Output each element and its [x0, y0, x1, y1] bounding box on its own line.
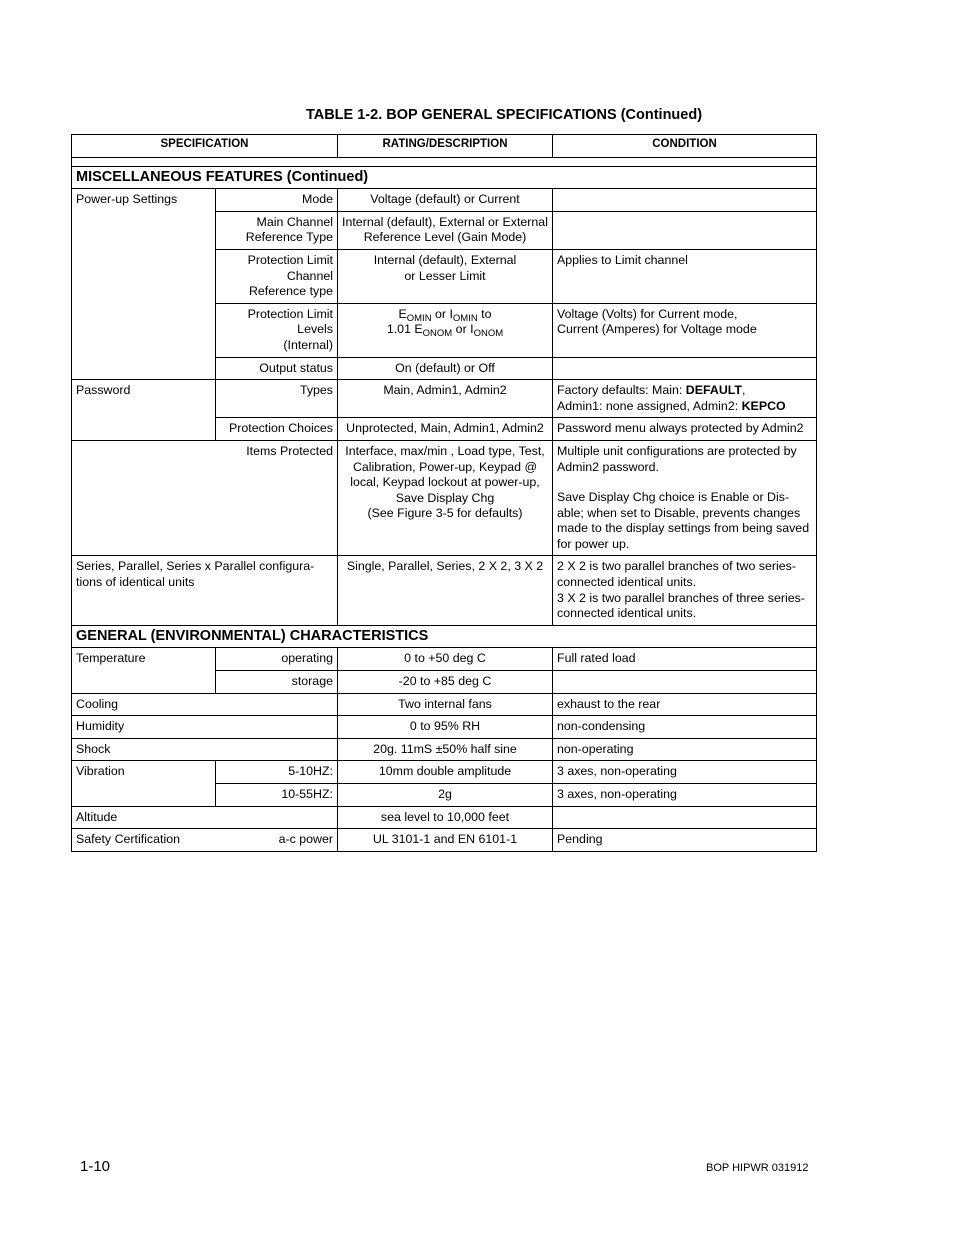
table-row [72, 761, 817, 784]
table-row [72, 380, 817, 418]
condition-operating: Full rated load [553, 648, 817, 671]
rating-altitude: sea level to 10,000 feet [338, 806, 553, 829]
condition-humidity: non-condensing [553, 716, 817, 739]
spacer-row [72, 157, 817, 166]
header-condition: CONDITION [553, 135, 817, 158]
table-row [72, 738, 817, 761]
table-row [72, 716, 817, 739]
spec-label-series: Series, Parallel, Series x Parallel configura- tions of identical units [72, 556, 338, 625]
table-row [72, 556, 817, 625]
condition-series: 2 X 2 is two parallel branches of two series- connected identical units. 3 X 2 is two parallel branches of three series- connected identical units. [553, 556, 817, 625]
spec-label-humidity: Humidity [72, 716, 338, 739]
condition-altitude [553, 806, 817, 829]
condition-prot-ref: Applies to Limit channel [553, 249, 817, 303]
param-vibration-high: 10-55HZ: [216, 784, 338, 807]
page-number: 1-10 [80, 1158, 111, 1175]
rating-shock: 20g. 11mS ±50% half sine [338, 738, 553, 761]
spec-label-cooling: Cooling [72, 693, 338, 716]
condition-safety: Pending [553, 829, 817, 852]
param-types: Types [216, 380, 338, 418]
rating-vibration-high: 2g [338, 784, 553, 807]
section-env-heading: GENERAL (ENVIRONMENTAL) CHARACTERISTICS [72, 625, 817, 648]
param-mode: Mode [216, 189, 338, 212]
rating-humidity: 0 to 95% RH [338, 716, 553, 739]
table-row [72, 829, 817, 852]
rating-output-status: On (default) or Off [338, 357, 553, 380]
spec-label-powerup: Power-up Settings [72, 189, 216, 380]
spec-label-vibration: Vibration [72, 761, 216, 806]
table-row [72, 440, 817, 556]
rating-vibration-low: 10mm double amplitude [338, 761, 553, 784]
table-row [72, 806, 817, 829]
spec-label-password: Password [72, 380, 216, 441]
spec-label-altitude: Altitude [72, 806, 338, 829]
table-row [72, 693, 817, 716]
rating-prot-levels: $E_{OMIN}$ or $I_{OMIN}$ to 1.01 $E_{ONOM}$ or $I_{ONOM}$ [338, 303, 553, 357]
param-prot-levels: Protection Limit Levels (Internal) [216, 303, 338, 357]
param-safety: a-c power [216, 829, 338, 852]
rating-series: Single, Parallel, Series, 2 X 2, 3 X 2 [338, 556, 553, 625]
condition-types: Factory defaults: Main: DEFAULT, Admin1: none assigned, Admin2: KEPCO [553, 380, 817, 418]
param-vibration-low: 5-10HZ: [216, 761, 338, 784]
condition-output-status [553, 357, 817, 380]
section-misc-heading: MISCELLANEOUS FEATURES (Continued) [72, 166, 817, 189]
param-operating: operating [216, 648, 338, 671]
condition-shock: non-operating [553, 738, 817, 761]
header-row [72, 135, 817, 158]
rating-types: Main, Admin1, Admin2 [338, 380, 553, 418]
param-main-ref: Main Channel Reference Type [216, 211, 338, 249]
spec-label-temperature: Temperature [72, 648, 216, 693]
param-storage: storage [216, 671, 338, 694]
condition-storage [553, 671, 817, 694]
condition-vibration-high: 3 axes, non-operating [553, 784, 817, 807]
rating-mode: Voltage (default) or Current [338, 189, 553, 212]
condition-prot-levels: Voltage (Volts) for Current mode, Current (Amperes) for Voltage mode [553, 303, 817, 357]
spec-label-shock: Shock [72, 738, 338, 761]
rating-operating: 0 to +50 deg C [338, 648, 553, 671]
spec-label-safety: Safety Certification [72, 829, 216, 852]
param-protection-choices: Protection Choices [216, 418, 338, 441]
param-prot-ref: Protection Limit Channel Reference type [216, 249, 338, 303]
rating-prot-ref: Internal (default), External or Lesser Limit [338, 249, 553, 303]
rating-protection-choices: Unprotected, Main, Admin1, Admin2 [338, 418, 553, 441]
param-items-protected: Items Protected [216, 440, 338, 556]
condition-vibration-low: 3 axes, non-operating [553, 761, 817, 784]
rating-cooling: Two internal fans [338, 693, 553, 716]
param-output-status: Output status [216, 357, 338, 380]
condition-protection-choices: Password menu always protected by Admin2 [553, 418, 817, 441]
rating-storage: -20 to +85 deg C [338, 671, 553, 694]
table-title: TABLE 1-2. BOP GENERAL SPECIFICATIONS (Continued) [305, 107, 703, 123]
table-row [72, 648, 817, 671]
specifications-table [71, 134, 817, 852]
condition-cooling: exhaust to the rear [553, 693, 817, 716]
header-specification: SPECIFICATION [72, 135, 338, 158]
condition-main-ref [553, 211, 817, 249]
spec-label-empty [72, 440, 216, 556]
header-rating: RATING/DESCRIPTION [338, 135, 553, 158]
condition-items-protected: Multiple unit configurations are protected by Admin2 password. Save Display Chg choice is Enable or Dis- able; when set to Disable, prevents changes made to the display settings from being saved for power up. [553, 440, 817, 556]
document-id: BOP HIPWR 031912 [706, 1162, 809, 1174]
rating-items-protected: Interface, max/min , Load type, Test, Calibration, Power-up, Keypad @ local, Keypad lockout at power-up, Save Display Chg (See Figure 3-5 for defaults) [338, 440, 553, 556]
table-row [72, 189, 817, 212]
rating-main-ref: Internal (default), External or External Reference Level (Gain Mode) [338, 211, 553, 249]
condition-mode [553, 189, 817, 212]
rating-safety: UL 3101-1 and EN 6101-1 [338, 829, 553, 852]
